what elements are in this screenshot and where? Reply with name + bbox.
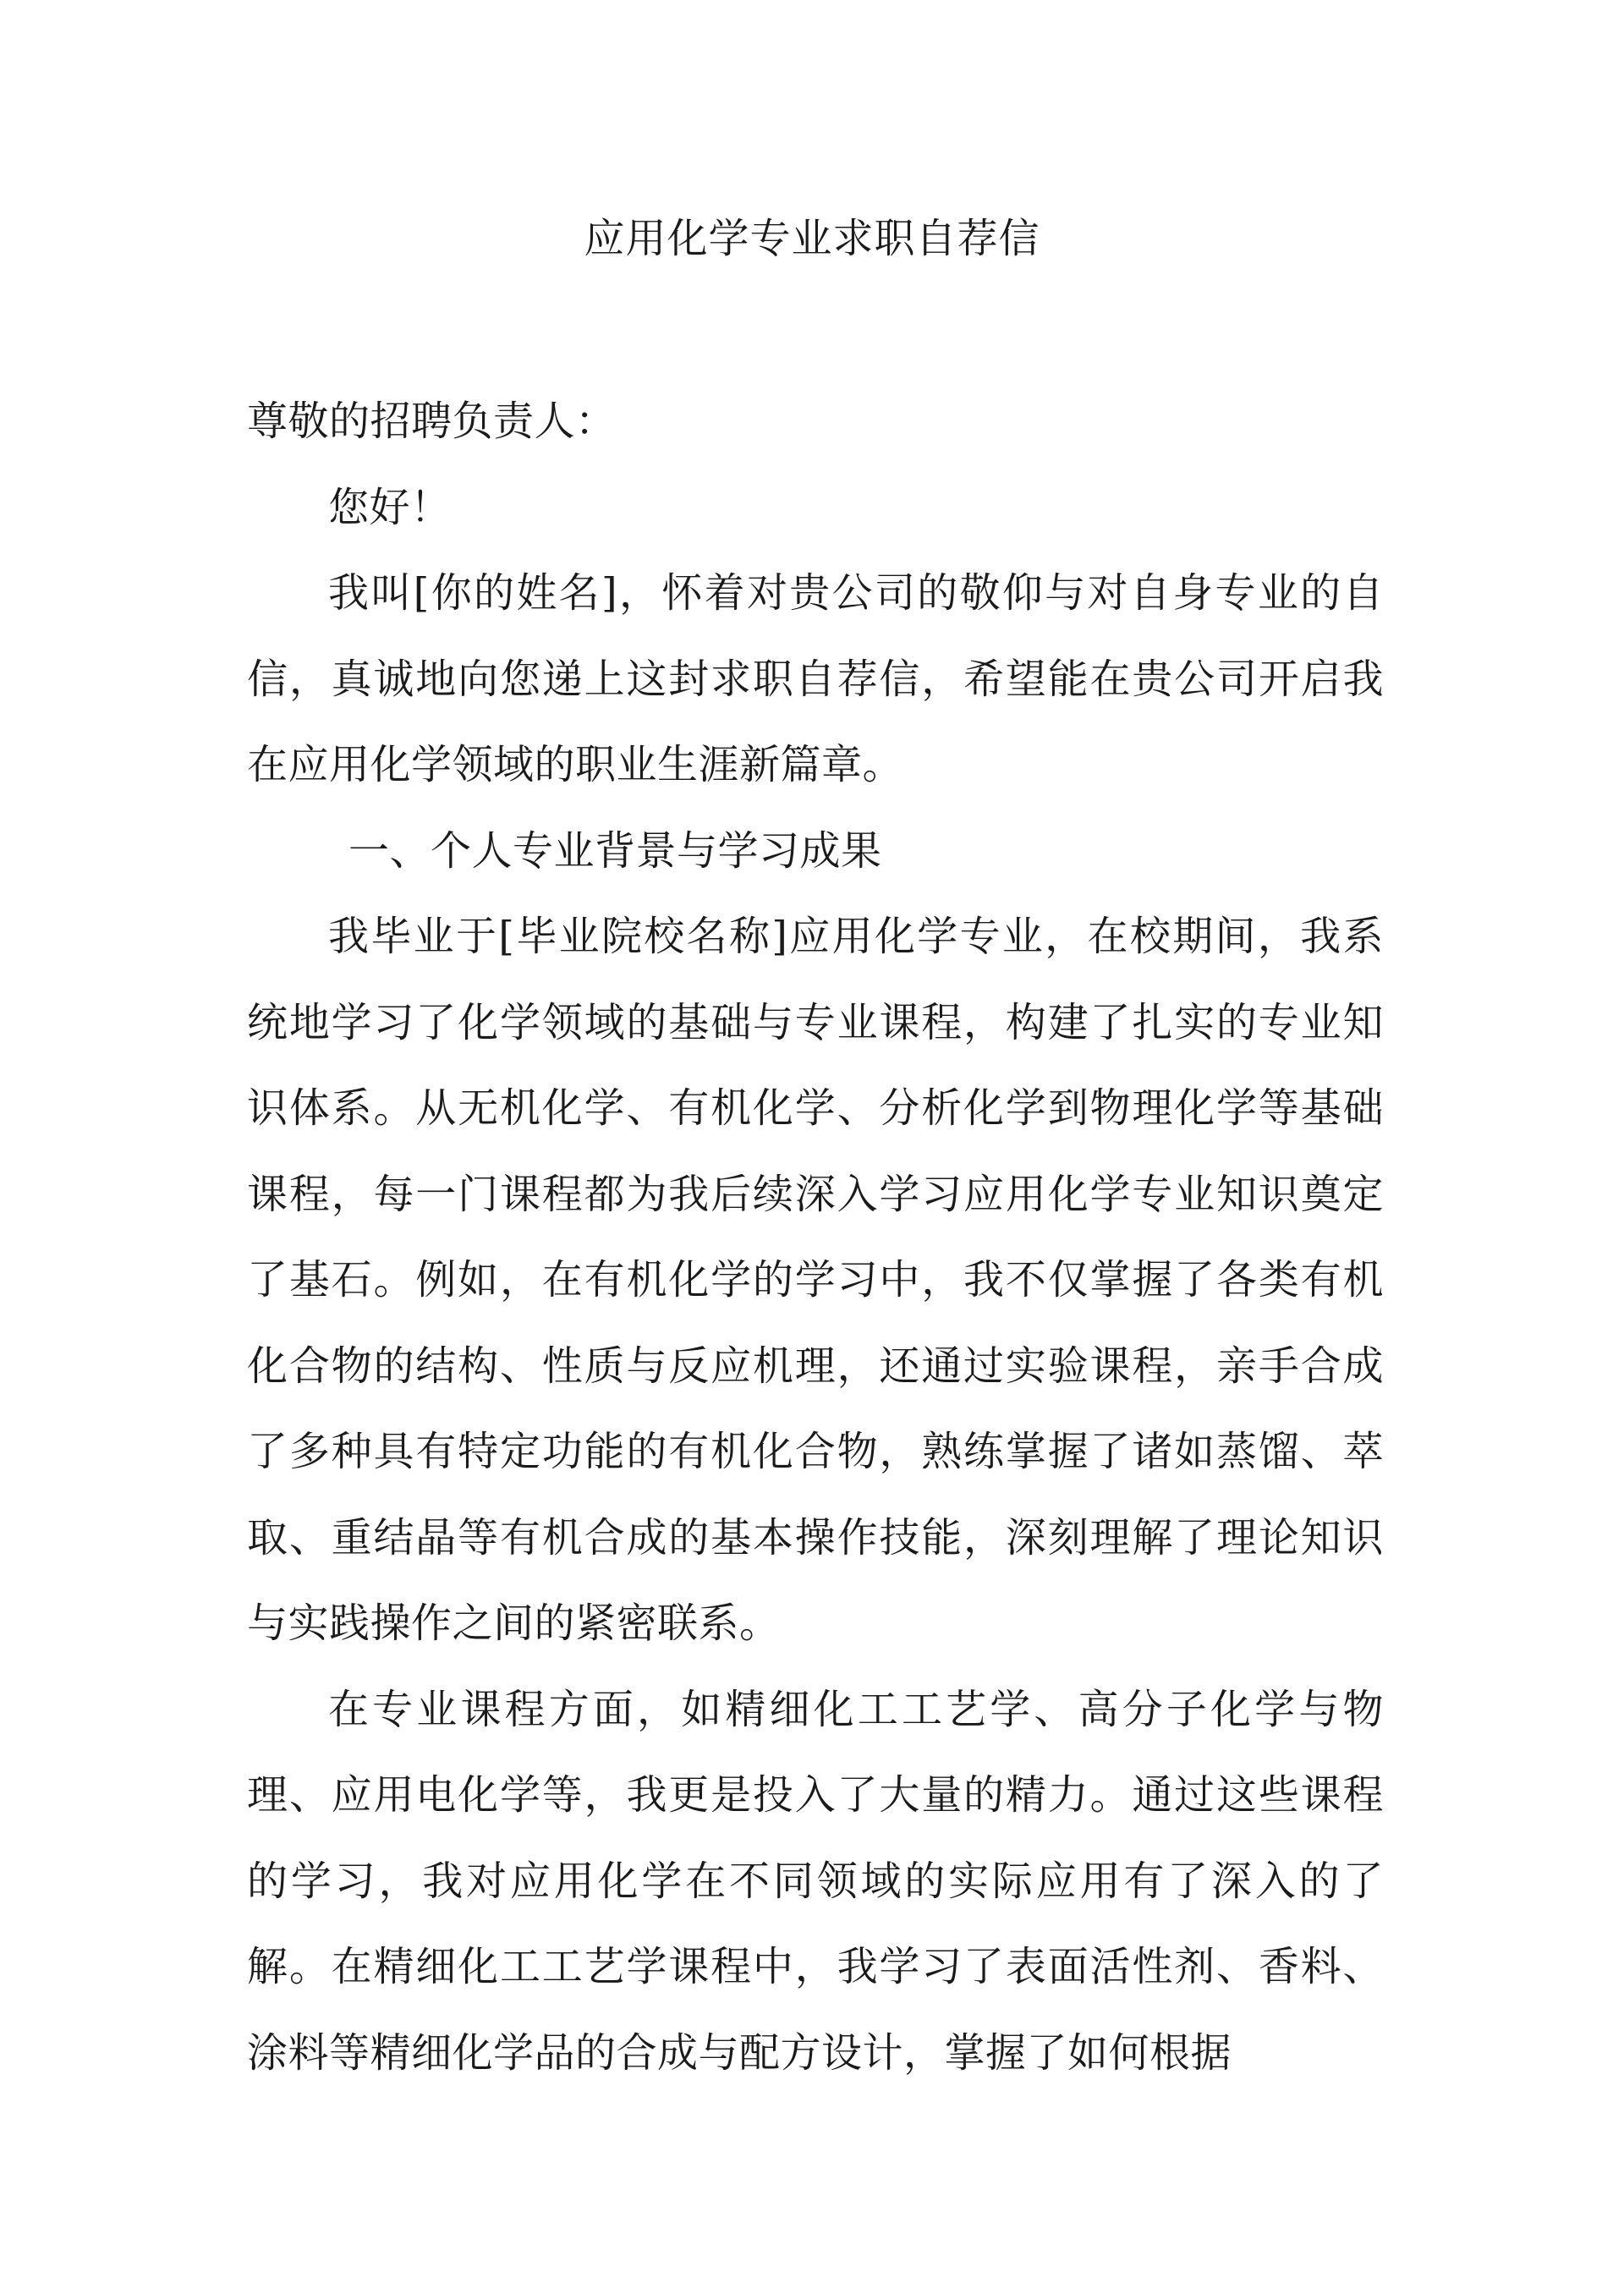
document-title: 应用化学专业求职自荐信	[584, 215, 1040, 262]
section-heading: 一、个人专业背景与学习成果	[348, 826, 882, 875]
greeting: 您好！	[328, 483, 452, 531]
body-paragraph: 在专业课程方面，如精细化工工艺学、高分子化学与物理、应用电化学等，我更是投入了大量的精力。通过这些课程的学习，我对应用化学在不同领域的实际应用有了深入的了解。在精细化工工艺学课程中，我学习了表面活性剂、香料、涂料等精细化学品的合成与配方设计，掌握了如何根据	[247, 1685, 1384, 2077]
salutation: 尊敬的招聘负责人：	[247, 398, 617, 445]
intro-paragraph: 我叫[你的姓名]，怀着对贵公司的敬仰与对自身专业的自信，真诚地向您递上这封求职自荐信，希望能在贵公司开启我在应用化学领域的职业生涯新篇章。	[247, 569, 1384, 788]
document-body	[247, 379, 1384, 2096]
body-paragraph: 我毕业于[毕业院校名称]应用化学专业，在校期间，我系统地学习了化学领域的基础与专业课程，构建了扎实的专业知识体系。从无机化学、有机化学、分析化学到物理化学等基础课程，每一门课程都为我后续深入学习应用化学专业知识奠定了基石。例如，在有机化学的学习中，我不仅掌握了各类有机化合物的结构、性质与反应机理，还通过实验课程，亲手合成了多种具有特定功能的有机化合物，熟练掌握了诸如蒸馏、萃取、重结晶等有机合成的基本操作技能，深刻理解了理论知识与实践操作之间的紧密联系。	[247, 913, 1384, 1647]
